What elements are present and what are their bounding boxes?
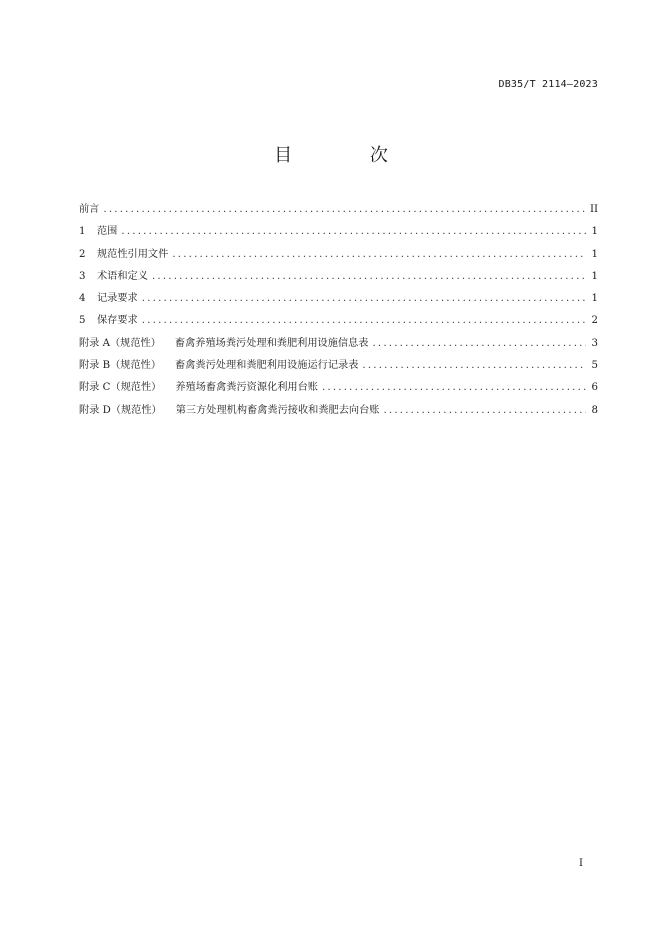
toc-entry-label: 范围: [97, 226, 118, 238]
toc-entry-page: 8: [591, 404, 598, 416]
toc-entry-label: 记录要求: [97, 293, 138, 305]
toc-entry-page: 3: [591, 337, 598, 349]
toc-entry-number: 4: [79, 293, 86, 305]
toc-entry-label: 保存要求: [97, 315, 138, 327]
toc-entry-appendix-b[interactable]: [79, 356, 598, 378]
toc-leader-dots: [372, 338, 586, 349]
page-number: I: [579, 858, 583, 869]
toc-entry-scope[interactable]: [79, 222, 598, 244]
toc-entry-page: 1: [591, 293, 598, 305]
toc-leader-dots: [362, 360, 586, 371]
toc-entry-page: 6: [591, 382, 598, 394]
toc-entry-page: II: [589, 204, 598, 215]
toc-leader-dots: [383, 405, 586, 416]
toc-leader-dots: [142, 293, 586, 304]
toc-appendix-label: 附录 C（规范性）: [79, 382, 162, 394]
toc-entry-number: 5: [79, 315, 86, 327]
toc-entry-appendix-a[interactable]: [79, 334, 598, 356]
toc-appendix-label: 附录 A（规范性）: [79, 337, 161, 349]
toc-entry-label: 畜禽养殖场粪污处理和粪肥利用设施信息表: [174, 337, 369, 349]
toc-leader-dots: [322, 382, 586, 393]
toc-appendix-label: 附录 B（规范性）: [79, 360, 162, 372]
toc-entry-record-requirements[interactable]: [79, 289, 598, 311]
toc-entry-page: 5: [591, 360, 598, 372]
toc-entry-label: 第三方处理机构畜禽粪污接收和粪肥去向台账: [175, 404, 380, 416]
toc-leader-dots: [172, 249, 586, 260]
toc-entry-appendix-d[interactable]: [79, 401, 598, 423]
toc-entry-page: 2: [591, 315, 598, 327]
toc-leader-dots: [121, 226, 586, 237]
toc-appendix-label: 附录 D（规范性）: [79, 404, 162, 416]
toc-title: 目 次: [274, 145, 424, 166]
toc-entry-retention-requirements[interactable]: [79, 311, 598, 333]
toc-entry-terms-definitions[interactable]: [79, 267, 598, 289]
toc-entry-number: 2: [79, 248, 86, 260]
toc-entry-appendix-c[interactable]: [79, 378, 598, 400]
table-of-contents: [79, 200, 598, 423]
toc-entry-normative-references[interactable]: [79, 245, 598, 267]
toc-entry-label: 畜禽粪污处理和粪肥利用设施运行记录表: [175, 360, 359, 372]
toc-entry-page: 1: [591, 270, 598, 282]
toc-entry-label: 前言: [79, 204, 100, 215]
toc-entry-label: 术语和定义: [97, 270, 148, 282]
document-code: DB35/T 2114—2023: [498, 79, 598, 90]
toc-entry-page: 1: [591, 226, 598, 238]
toc-entry-number: 3: [79, 270, 86, 282]
toc-entry-number: 1: [79, 226, 86, 238]
toc-leader-dots: [142, 315, 586, 326]
toc-entry-label: 规范性引用文件: [97, 248, 169, 260]
toc-entry-foreword[interactable]: [79, 200, 598, 222]
toc-leader-dots: [103, 204, 586, 215]
toc-entry-label: 养殖场畜禽粪污资源化利用台账: [175, 382, 318, 394]
toc-entry-page: 1: [591, 248, 598, 260]
toc-leader-dots: [152, 271, 586, 282]
